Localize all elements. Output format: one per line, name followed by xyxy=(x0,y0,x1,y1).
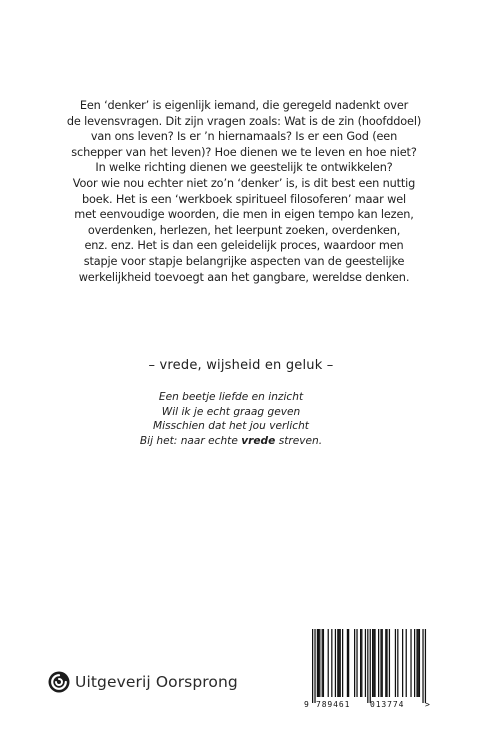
poem-line: Een beetje liefde en inzicht xyxy=(158,391,304,403)
barcode-bar xyxy=(342,629,343,697)
barcode-bar xyxy=(406,629,407,697)
barcode-bar xyxy=(414,629,415,697)
barcode-bar xyxy=(378,629,379,697)
blurb-line: overdenken, herlezen, het leerpunt zoeken, overdenken, xyxy=(87,223,401,237)
barcode-left-digits: 789461 xyxy=(316,700,351,709)
barcode-bar xyxy=(380,629,381,697)
tagline: – vrede, wijsheid en geluk – xyxy=(148,358,334,373)
blurb-line: Voor wie nou echter niet zo’n ‘denker’ is, is dit best een nuttig xyxy=(72,176,416,190)
barcode-bar xyxy=(314,629,315,703)
barcode-bar xyxy=(335,629,336,697)
blurb-line: enz. enz. Het is dan een geleidelijk proces, waardoor men xyxy=(84,239,404,253)
blurb-line: werkelijkheid toevoegt aan het gangbare, wereldse denken. xyxy=(78,270,410,284)
blurb-line: Een ‘denker’ is eigenlijk iemand, die geregeld nadenkt over xyxy=(79,99,409,112)
barcode-bar xyxy=(425,629,426,703)
barcode-right-digits: 013774 xyxy=(370,700,405,709)
barcode-bar xyxy=(370,629,371,703)
barcode-bar xyxy=(418,629,419,697)
poem-line: Misschien dat het jou verlicht xyxy=(153,420,309,432)
barcode-bar xyxy=(360,629,361,697)
blurb-line: stapje voor stapje belangrijke aspecten van de geestelijke xyxy=(83,254,405,268)
barcode-bar xyxy=(419,629,420,697)
barcode-bar xyxy=(410,629,411,697)
poem-line xyxy=(0,434,462,449)
barcode-bar xyxy=(395,629,396,697)
barcode-bar xyxy=(354,629,355,697)
blurb-line: In welke richting dienen we geestelijk te ontwikkelen? xyxy=(95,161,393,175)
isbn-barcode xyxy=(304,629,434,713)
barcode-bar xyxy=(322,629,323,697)
barcode-bar xyxy=(389,629,390,697)
barcode-bar xyxy=(347,629,348,697)
barcode-first-digit: 9 xyxy=(304,700,309,709)
blurb-line: de levensvragen. Dit zijn vragen zoals: Wat is de zin (hoofddoel) xyxy=(66,114,422,128)
publisher xyxy=(48,670,238,694)
barcode-bar xyxy=(374,629,375,697)
barcode-bars xyxy=(304,629,434,703)
blurb-line: schepper van het leven)? Hoe dienen we te leven en hoe niet? xyxy=(71,145,417,159)
barcode-bar xyxy=(312,629,313,703)
barcode-bar xyxy=(348,629,349,697)
poem-line-text: Bij het: naar echte xyxy=(139,434,242,447)
barcode-bar xyxy=(385,629,386,697)
barcode-bar xyxy=(382,629,383,697)
publisher-name: Uitgeverij Oorsprong xyxy=(75,673,238,691)
poem xyxy=(0,390,462,448)
barcode-bar xyxy=(397,629,398,697)
barcode-digits xyxy=(304,699,434,711)
poem-line-text: streven. xyxy=(275,434,323,447)
barcode-end-marker: > xyxy=(425,700,430,709)
barcode-bar xyxy=(402,629,403,697)
barcode-bar xyxy=(323,629,324,697)
barcode-bar xyxy=(337,629,338,697)
barcode-bar xyxy=(317,629,318,697)
poem-emphasis: vrede xyxy=(241,434,276,447)
barcode-bar xyxy=(356,629,357,697)
barcode-bar xyxy=(373,629,374,697)
barcode-bar xyxy=(331,629,332,697)
barcode-bar xyxy=(361,629,362,697)
barcode-bar xyxy=(319,629,320,697)
barcode-bar xyxy=(328,629,329,697)
blurb-line: boek. Het is een ‘werkboek spiritueel filosoferen’ maar wel xyxy=(82,192,406,206)
barcode-bar xyxy=(365,629,366,697)
blurb-line: met eenvoudige woorden, die men in eigen tempo kan lezen, xyxy=(74,208,414,222)
barcode-bar xyxy=(386,629,387,697)
barcode-bar xyxy=(372,629,373,697)
barcode-bar xyxy=(367,629,368,703)
barcode-bar xyxy=(340,629,341,697)
barcode-bar xyxy=(422,629,423,703)
blurb-text xyxy=(48,98,440,285)
swirl-logo-icon xyxy=(48,671,70,693)
barcode-bar xyxy=(338,629,339,697)
poem-line: Wil ik je echt graag geven xyxy=(161,405,301,418)
blurb-line: van ons leven? Is er ’n hiernamaals? Is er een God (een xyxy=(90,130,398,144)
barcode-bar xyxy=(318,629,319,697)
barcode-bar xyxy=(416,629,417,697)
